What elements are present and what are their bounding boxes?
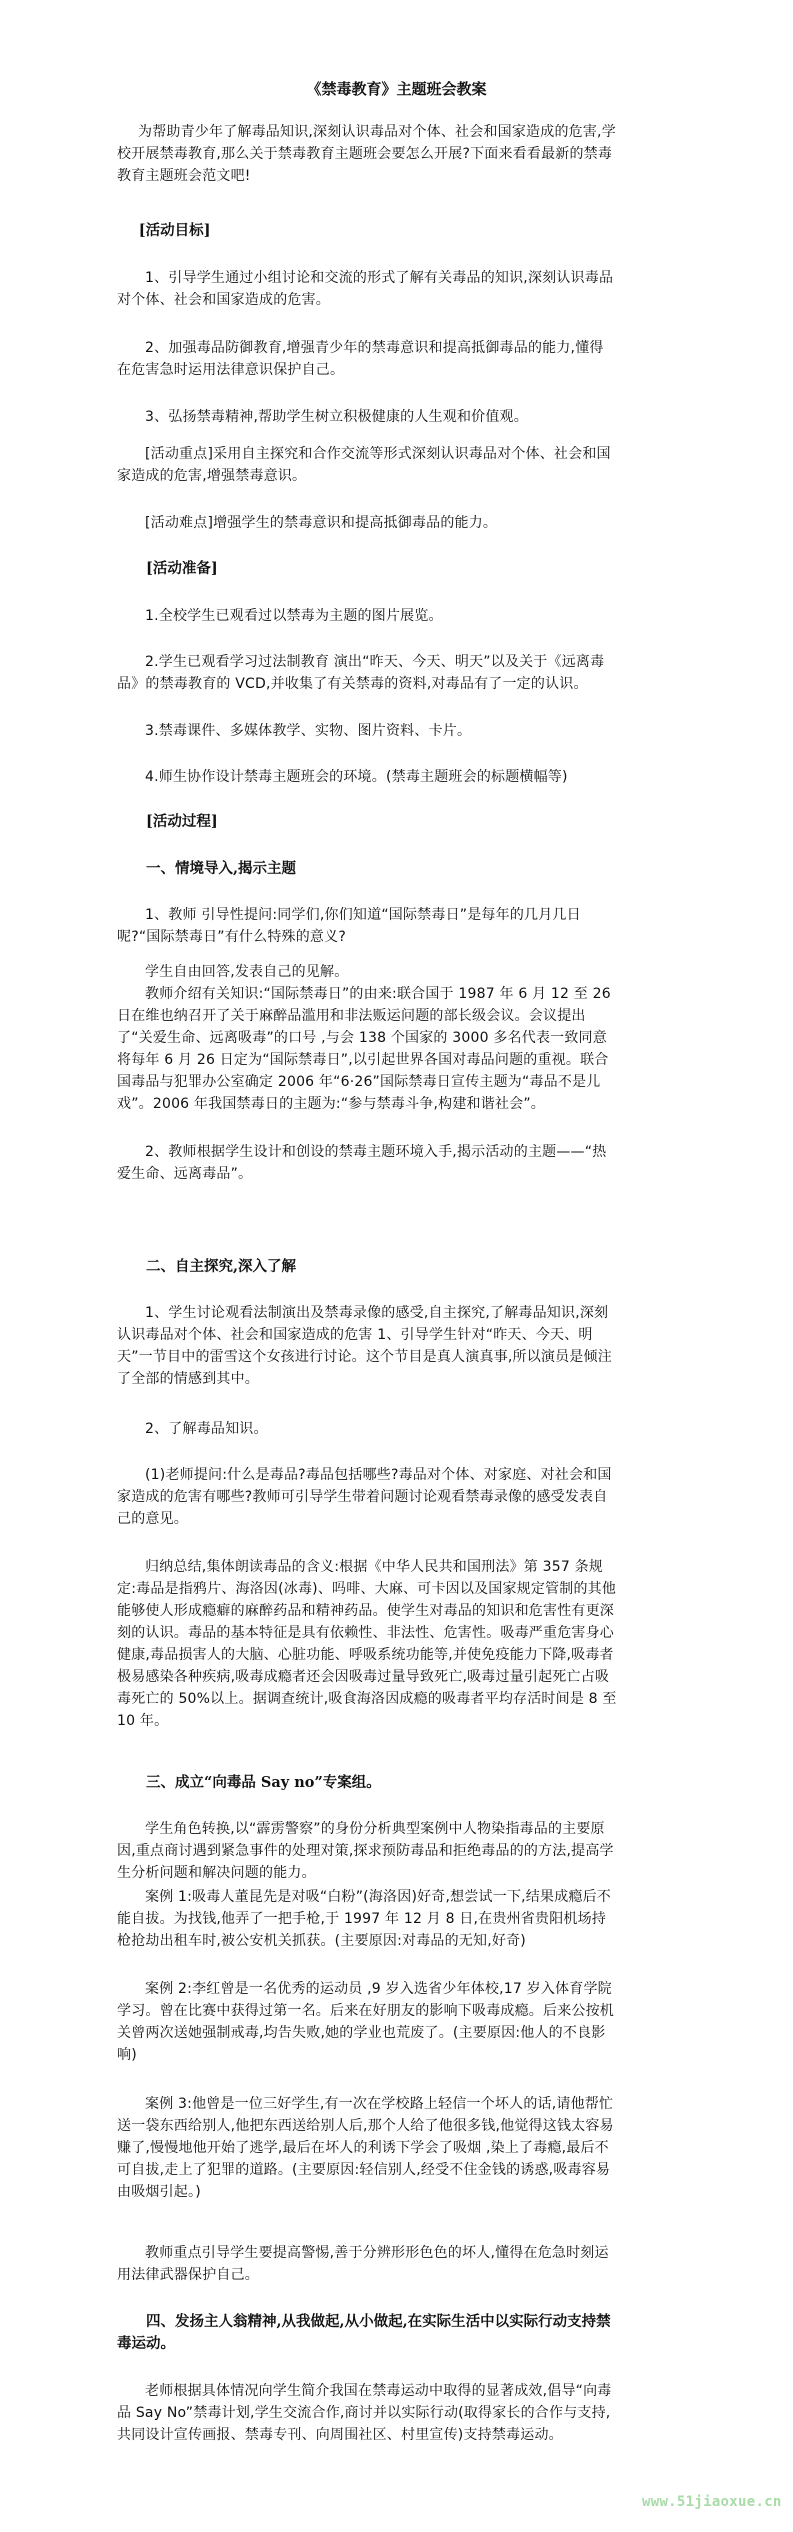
key-point-paragraph: [活动重点]采用自主探究和合作交流等形式深刻认识毒品对个体、社会和国家造成的危害,增强禁毒意识。 [117,446,611,484]
section4-paragraph: 老师根据具体情况向学生简介我国在禁毒运动中取得的显著成效,倡导“向毒品 Say No”禁毒计划,学生交流合作,商讨并以实际行动(取得家长的合作与支持,共同设计宣传画报、禁毒专刊、向周围社区、村里宣传)支持禁毒运动。 [117,2383,612,2443]
section1-paragraph: 2、教师根据学生设计和创设的禁毒主题环境入手,揭示活动的主题——“热爱生命、远离毒品”。 [117,1144,607,1182]
section1-paragraph: 学生自由回答,发表自己的见解。 [145,964,349,980]
section1-paragraph: 1、教师 引导性提问:同学们,你们知道“国际禁毒日”是每年的几月几日呢?“国际禁毒日”有什么特殊的意义? [117,907,581,945]
section1-heading: 一、情境导入,揭示主题 [146,860,297,877]
section1-paragraph: 教师介绍有关知识:“国际禁毒日”的由来:联合国于 1987 年 6 月 12 至 26 日在维也纳召开了关于麻醉品滥用和非法贩运问题的部长级会议。会议提出了“关爱生命、远离吸毒”的口号 ,与会 138 个国家的 3000 多名代表一致同意将每年 6 月 26 日定为“国际禁毒日”,以引起世界各国对毒品问题的重视。联合国毒品与犯罪办公室确定 2006 年“6·26”国际禁毒日宣传主题为“毒品不是儿戏”。2006 年我国禁毒日的主题为:“参与禁毒斗争,构建和谐社会”。 [117,986,611,1112]
process-heading: [活动过程] [146,813,218,830]
section3-heading: 三、成立“向毒品 Say no”专案组。 [146,1774,381,1791]
preparation-item: 2.学生已观看学习过法制教育 演出“昨天、今天、明天”以及关于《远离毒品》的禁毒教育的 VCD,并收集了有关禁毒的资料,对毒品有了一定的认识。 [117,654,605,692]
preparation-item: 4.师生协作设计禁毒主题班会的环境。(禁毒主题班会的标题横幅等) [145,769,568,785]
case-1: 案例 1:吸毒人董昆先是对吸“白粉”(海洛因)好奇,想尝试一下,结果成瘾后不能自拔。为找钱,他弄了一把手枪,于 1997 年 12 月 8 日,在贵州省贵阳机场持枪抢劫出租车时,被公安机关抓获。(主要原因:对毒品的无知,好奇) [117,1889,612,1949]
section2-paragraph: 归纳总结,集体朗读毒品的含义:根据《中华人民共和国刑法》第 357 条规定:毒品是指鸦片、海洛因(冰毒)、吗啡、大麻、可卡因以及国家规定管制的其他能够使人形成瘾癖的麻醉药品和精神药品。使学生对毒品的知识和危害性有更深刻的认识。毒品的基本特征是具有依赖性、非法性、危害性。吸毒严重危害身心健康,毒品损害人的大脑、心脏功能、呼吸系统功能等,并使免疫能力下降,吸毒者极易感染各种疾病,吸毒成瘾者还会因吸毒过量导致死亡,吸毒过量引起死亡占吸毒死亡的 50%以上。据调查统计,吸食海洛因成瘾的吸毒者平均存活时间是 8 至 10 年。 [117,1559,617,1729]
document-title: 《禁毒教育》主题班会教案 [306,80,487,98]
goal-item: 3、弘扬禁毒精神,帮助学生树立积极健康的人生观和价值观。 [145,409,528,425]
goal-item: 2、加强毒品防御教育,增强青少年的禁毒意识和提高抵御毒品的能力,懂得在危害急时运用法律意识保护自己。 [117,340,604,378]
case-2: 案例 2:李红曾是一名优秀的运动员 ,9 岁入选省少年体校,17 岁入体育学院学习。曾在比赛中获得过第一名。后来在好朋友的影响下吸毒成瘾。后来公按机关曾两次送她强制戒毒,均告失败,她的学业也荒废了。(主要原因:他人的不良影响) [117,1981,614,2063]
goal-item: 1、引导学生通过小组讨论和交流的形式了解有关毒品的知识,深刻认识毒品对个体、社会和国家造成的危害。 [117,270,614,308]
section2-paragraph: 2、了解毒品知识。 [145,1421,268,1437]
preparation-item: 3.禁毒课件、多媒体教学、实物、图片资料、卡片。 [145,723,472,739]
section4-heading: 四、发扬主人翁精神,从我做起,从小做起,在实际生活中以实际行动支持禁毒运动。 [117,2313,611,2352]
goals-heading: [活动目标] [138,222,211,239]
watermark: www.51jiaoxue.cn [642,2494,782,2510]
intro-paragraph: 为帮助青少年了解毒品知识,深刻认识毒品对个体、社会和国家造成的危害,学校开展禁毒教育,那么关于禁毒教育主题班会要怎么开展?下面来看看最新的禁毒教育主题班会范文吧! [117,124,616,184]
section3-paragraph: 教师重点引导学生要提高警惕,善于分辨形形色色的坏人,懂得在危急时刻运用法律武器保护自己。 [117,2245,609,2283]
section3-paragraph: 学生角色转换,以“霹雳警察”的身份分析典型案例中人物染指毒品的主要原因,重点商讨遇到紧急事件的处理对策,探求预防毒品和拒绝毒品的的方法,提高学生分析问题和解决问题的能力。 [117,1821,614,1881]
preparation-item: 1.全校学生已观看过以禁毒为主题的图片展览。 [145,608,443,624]
preparation-heading: [活动准备] [146,560,218,577]
difficulty-paragraph: [活动难点]增强学生的禁毒意识和提高抵御毒品的能力。 [145,515,498,531]
section2-paragraph: (1)老师提问:什么是毒品?毒品包括哪些?毒品对个体、对家庭、对社会和国家造成的危害有哪些?教师可引导学生带着问题讨论观看禁毒录像的感受发表自己的意见。 [117,1467,612,1527]
section2-heading: 二、自主探究,深入了解 [146,1258,297,1275]
case-3: 案例 3:他曾是一位三好学生,有一次在学校路上轻信一个坏人的话,请他帮忙送一袋东西给别人,他把东西送给别人后,那个人给了他很多钱,他觉得这钱太容易赚了,慢慢地他开始了逃学,最后在坏人的利诱下学会了吸烟 ,染上了毒瘾,最后不可自拔,走上了犯罪的道路。(主要原因:轻信别人,经受不住金钱的诱惑,吸毒容易由吸烟引起。) [117,2096,614,2200]
section2-paragraph: 1、学生讨论观看法制演出及禁毒录像的感受,自主探究,了解毒品知识,深刻认识毒品对个体、社会和国家造成的危害 1、引导学生针对“昨天、今天、明天”一节目中的雷雪这个女孩进行讨论。这个节目是真人演真事,所以演员是倾注了全部的情感到其中。 [117,1305,612,1387]
